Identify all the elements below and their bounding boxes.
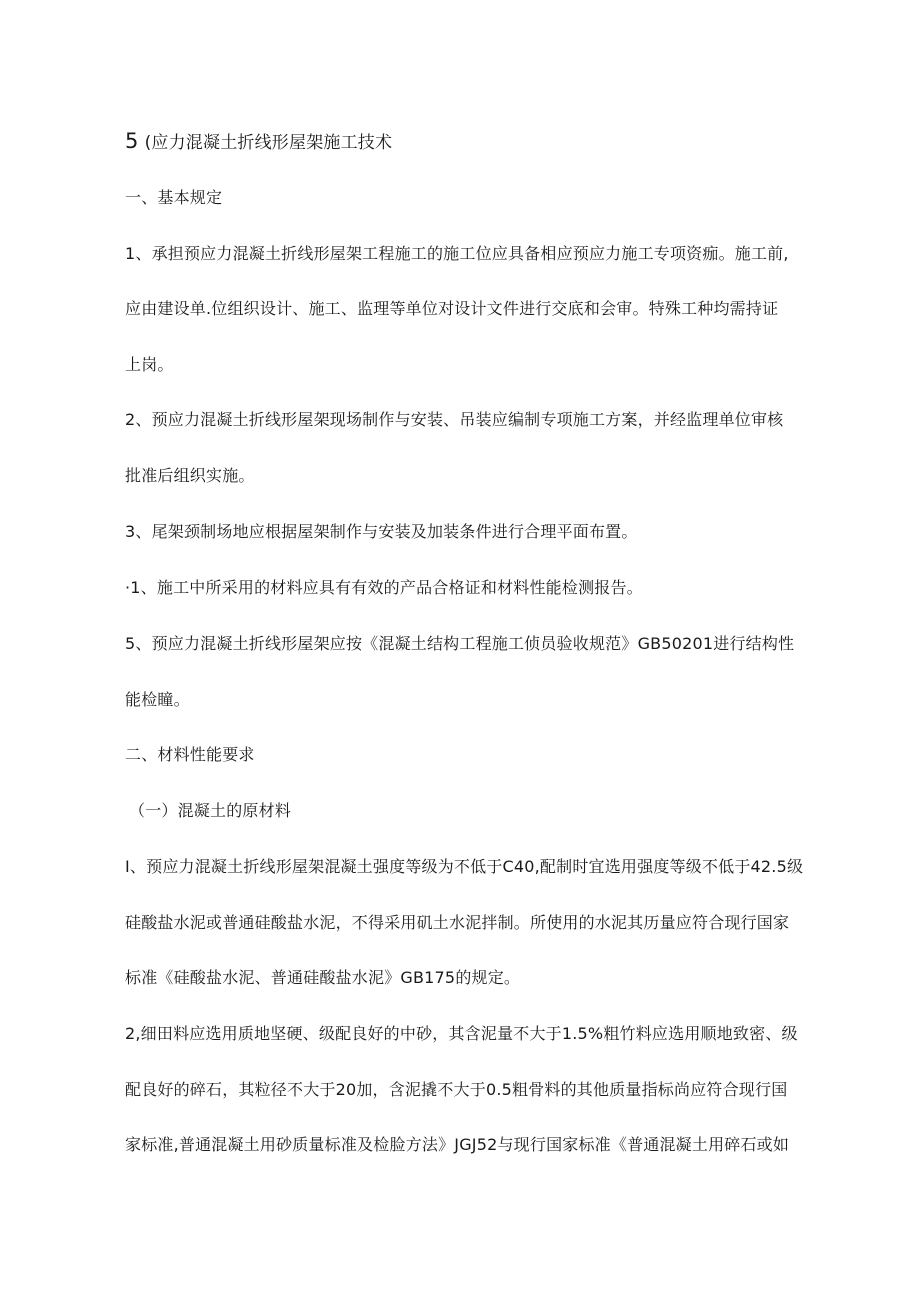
paragraph-line: 能检瞳。 xyxy=(125,690,190,709)
paragraph-line: 3、尾架颈制场地应根据屋架制作与安装及加装条件进行合理平面布置。 xyxy=(125,522,638,541)
paragraph-line: 1、承担预应力混凝土折线形屋架工程施工的施工位应具备相应预应力施工专项资痂。施工前, xyxy=(125,244,789,263)
paragraph-line: 硅酸盐水泥或普通硅酸盐水泥，不得采用矶土水泥拌制。所使用的水泥其历量应符合现行国家 xyxy=(125,913,790,932)
paragraph-line: ·1、施工中所采用的材料应具有有效的产品合格证和材料性能检测报告。 xyxy=(125,578,643,597)
paragraph-line: 应由建设单.位组织设计、施工、监理等单位对设计文件进行交底和会审。特殊工种均需持证 xyxy=(125,299,779,318)
section-heading-material-requirements: 二、材料性能要求 xyxy=(125,745,255,764)
subsection-heading-concrete-raw-materials: （一）混凝土的原材料 xyxy=(129,801,292,820)
paragraph-line: 5、预应力混凝土折线形屋架应按《混凝土结构工程施工侦员验收规范》GB50201进行结构性 xyxy=(125,634,795,653)
paragraph-line: I、预应力混凝土折线形屋架混凝土强度等级为不低于C40,配制时宜选用强度等级不低于42.5级 xyxy=(125,857,804,876)
title-number: 5 xyxy=(125,129,139,153)
title-text: (应力混凝土折线形屋架施工技术 xyxy=(144,133,393,153)
paragraph-line: 2、预应力混凝土折线形屋架现场制作与安装、吊装应编制专项施工方案，并经监理单位审核 xyxy=(125,410,784,429)
paragraph-line: 标准《硅酸盐水泥、普通硅酸盐水泥》GB175的规定。 xyxy=(125,968,521,987)
section-heading-basic-rules: 一、基本规定 xyxy=(125,188,223,207)
document-title xyxy=(125,131,392,153)
paragraph-line: 批准后组织实施。 xyxy=(125,466,255,485)
paragraph-line: 2,细田料应选用质地坚硬、级配良好的中砂，其含泥量不大于1.5%粗竹料应选用顺地致密、级 xyxy=(125,1024,798,1043)
paragraph-line: 配良好的碎石，其粒径不大于20加，含泥撬不大于0.5粗骨料的其他质量指标尚应符合现行国 xyxy=(125,1080,788,1099)
paragraph-line: 上岗。 xyxy=(125,355,174,374)
paragraph-line: 家标准,普通混凝土用砂质量标准及检脸方法》JGJ52与现行国家标准《普通混凝土用碎石或如 xyxy=(125,1135,790,1154)
